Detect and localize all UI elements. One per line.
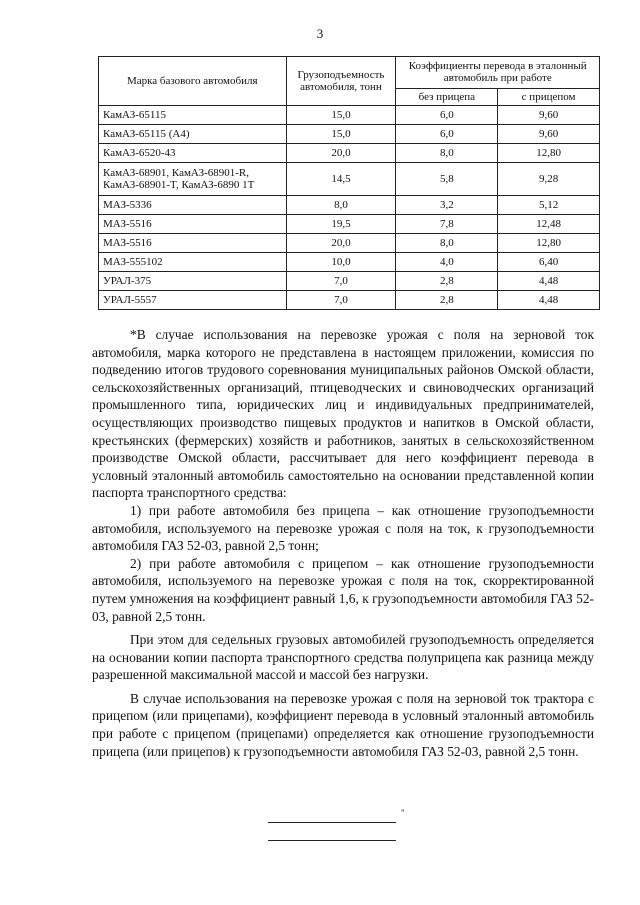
cell-with-trailer: 9,60 [498, 125, 600, 144]
cell-brand: КамАЗ-6520-43 [99, 144, 287, 163]
cell-capacity: 14,5 [286, 163, 396, 196]
cell-capacity: 20,0 [286, 144, 396, 163]
cell-no-trailer: 4,0 [396, 253, 498, 272]
table-row [99, 196, 600, 215]
cell-capacity: 8,0 [286, 196, 396, 215]
cell-capacity: 19,5 [286, 215, 396, 234]
cell-no-trailer: 7,8 [396, 215, 498, 234]
closing-line-2 [268, 840, 396, 841]
cell-no-trailer: 8,0 [396, 144, 498, 163]
cell-with-trailer: 12,80 [498, 234, 600, 253]
body-text [92, 326, 594, 760]
cell-capacity: 15,0 [286, 106, 396, 125]
cell-with-trailer: 9,28 [498, 163, 600, 196]
cell-with-trailer: 4,48 [498, 272, 600, 291]
cell-capacity: 10,0 [286, 253, 396, 272]
cell-no-trailer: 3,2 [396, 196, 498, 215]
table-row [99, 272, 600, 291]
table-row [99, 106, 600, 125]
closing-line-1 [268, 822, 396, 823]
cell-no-trailer: 5,8 [396, 163, 498, 196]
cell-capacity: 20,0 [286, 234, 396, 253]
cell-brand: УРАЛ-375 [99, 272, 287, 291]
header-brand: Марка базового автомобиля [99, 57, 287, 106]
table-row [99, 144, 600, 163]
cell-brand: УРАЛ-5557 [99, 291, 287, 310]
cell-with-trailer: 5,12 [498, 196, 600, 215]
table-row [99, 291, 600, 310]
cell-with-trailer: 9,60 [498, 106, 600, 125]
table-row [99, 125, 600, 144]
cell-with-trailer: 12,48 [498, 215, 600, 234]
cell-no-trailer: 2,8 [396, 291, 498, 310]
paragraph-semitrailer: При этом для седельных грузовых автомобилей грузоподъемность определяется на основании копии паспорта транспортного средства полуприцепа как разница между разрешенной максимальной массой и массой без нагрузки. [92, 632, 594, 683]
header-no-trailer: без прицепа [396, 88, 498, 105]
cell-no-trailer: 6,0 [396, 125, 498, 144]
cell-brand: КамАЗ-65115 (А4) [99, 125, 287, 144]
page-number: 3 [316, 26, 324, 41]
cell-capacity: 7,0 [286, 272, 396, 291]
table-row [99, 215, 600, 234]
closing-quote-mark: " [401, 808, 405, 818]
cell-no-trailer: 6,0 [396, 106, 498, 125]
cell-brand: КамАЗ-65115 [99, 106, 287, 125]
header-capacity: Грузоподъемность автомобиля, тонн [286, 57, 396, 106]
cell-brand: МАЗ-5336 [99, 196, 287, 215]
cell-no-trailer: 2,8 [396, 272, 498, 291]
cell-capacity: 7,0 [286, 291, 396, 310]
cell-with-trailer: 12,80 [498, 144, 600, 163]
cell-with-trailer: 4,48 [498, 291, 600, 310]
cell-brand: КамАЗ-68901, КамАЗ-68901-R, КамАЗ-68901-T, КамАЗ-6890 1T [99, 163, 287, 196]
coefficients-table [98, 56, 600, 310]
paragraph-item-2: 2) при работе автомобиля с прицепом – как отношение грузоподъемности автомобиля, используемого на перевозке урожая с поля на ток, скорректированной путем умножения на коэффициент равный 1,6, к грузоподъемности автомобиля ГАЗ 52-03, равной 2,5 тонн. [92, 555, 594, 624]
cell-brand: МАЗ-5516 [99, 215, 287, 234]
cell-brand: МАЗ-5516 [99, 234, 287, 253]
table-row [99, 253, 600, 272]
cell-no-trailer: 8,0 [396, 234, 498, 253]
cell-capacity: 15,0 [286, 125, 396, 144]
paragraph-item-1: 1) при работе автомобиля без прицепа – как отношение грузоподъемности автомобиля, используемого на перевозке урожая с поля на ток, к грузоподъемности автомобиля ГАЗ 52-03, равной 2,5 тонн; [92, 502, 594, 554]
cell-with-trailer: 6,40 [498, 253, 600, 272]
table-row [99, 163, 600, 196]
cell-brand: МАЗ-555102 [99, 253, 287, 272]
table-row [99, 234, 600, 253]
header-coefficients: Коэффициенты перевода в эталонный автомобиль при работе [396, 57, 600, 89]
paragraph-footnote: *В случае использования на перевозке урожая с поля на зерновой ток автомобиля, марка которого не представлена в настоящем приложении, комиссия по подведению итогов трудового соревнования муниципальных районов Омской области, сельскохозяйственных организаций, птицеводческих и свиноводческих организаций промышленного типа, юридических лиц и индивидуальных предпринимателей, осуществляющих производство пищевых продуктов и напитков в Омской области, крестьянских (фермерских) хозяйств и работников, занятых в сельскохозяйственном производстве Омской области, рассчитывает для него коэффициент перевода в условный эталонный автомобиль самостоятельно на основании представленной копии паспорта транспортного средства: [92, 327, 594, 501]
paragraph-tractor: В случае использования на перевозке урожая с поля на зерновой ток трактора с прицепом (или прицепами), коэффициент перевода в условный эталонный автомобиль при работе с прицепом (прицепами) определяется как отношение грузоподъемности прицепа (или прицепов) к грузоподъемности автомобиля ГАЗ 52-03, равной 2,5 тонн. [92, 690, 594, 759]
header-with-trailer: с прицепом [498, 88, 600, 105]
